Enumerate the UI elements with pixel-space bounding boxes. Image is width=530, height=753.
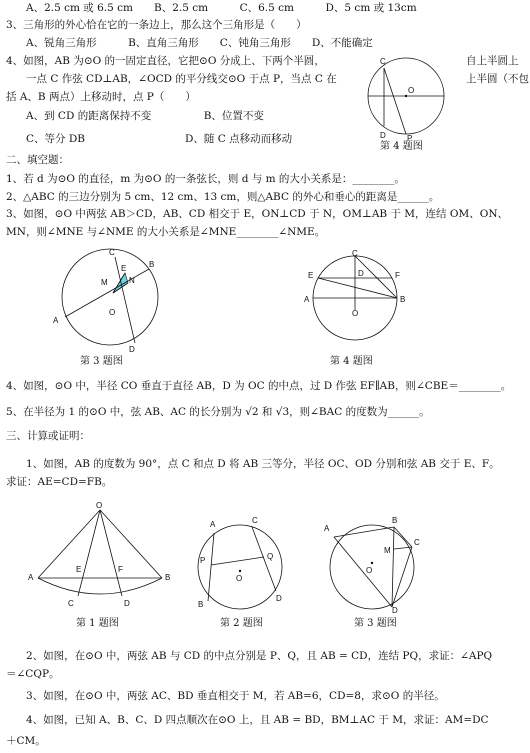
label-B: B bbox=[198, 600, 204, 609]
figure-caption-proof-1: 第 1 题图 bbox=[76, 618, 119, 629]
fill-question-5: 5、在半径为 1 的⊙O 中，弦 AB、AC 的长分别为 √2 和 √3，则∠BAC 的度数为______。 bbox=[6, 406, 430, 418]
proof-2-line2: ＝∠CQP。 bbox=[6, 668, 60, 680]
question-4-option-d: D、随 C 点移动而移动 bbox=[185, 133, 293, 145]
fill-question-3-line2: MN，则∠MNE 与∠NME 的大小关系是∠MNE________∠NME。 bbox=[6, 226, 326, 238]
figure-caption-proof-3: 第 3 题图 bbox=[354, 618, 397, 629]
label-O: O bbox=[96, 501, 103, 510]
label-D: D bbox=[358, 269, 364, 278]
label-N: N bbox=[129, 276, 135, 285]
fill-question-1: 1、若 d 为⊙O 的直径，m 为⊙O 的一条弦长，则 d 与 m 的大小关系是：________。 bbox=[6, 173, 405, 185]
label-B: B bbox=[149, 260, 155, 269]
question-4-line2-right: 上半圆（不包 bbox=[466, 73, 529, 85]
figure-proof-2 bbox=[190, 515, 300, 613]
label-A: A bbox=[53, 316, 59, 325]
figure-fill-3 bbox=[45, 245, 175, 353]
question-3: 3、三角形的外心恰在它的一条边上，那么这个三角形是（ ） bbox=[6, 19, 307, 31]
label-P: P bbox=[407, 134, 413, 142]
label-A: A bbox=[28, 573, 34, 582]
figure-caption-fill-4: 第 4 题图 bbox=[330, 356, 373, 367]
label-O: O bbox=[366, 566, 373, 575]
proof-2-line1: 2、如图，在⊙O 中，两弦 AB 与 CD 的中点分别是 P、Q，且 AB = CD，连结 PQ，求证：∠APQ bbox=[26, 650, 493, 662]
label-C: C bbox=[380, 57, 386, 66]
figure-caption-proof-2: 第 2 题图 bbox=[220, 618, 263, 629]
section-3-heading: 三、计算或证明： bbox=[6, 430, 90, 442]
proof-3: 3、如图，在⊙O 中，两弦 AC、BD 垂直相交于 M，若 AB=6，CD=8，求⊙O 的半径。 bbox=[26, 690, 445, 702]
label-M: M bbox=[101, 278, 108, 287]
label-E: E bbox=[121, 264, 127, 273]
figure-caption-fill-3: 第 3 题图 bbox=[80, 356, 123, 367]
label-F: F bbox=[395, 271, 400, 280]
figure-proof-3 bbox=[318, 515, 428, 613]
figure-proof-1 bbox=[20, 500, 180, 612]
label-O: O bbox=[408, 86, 415, 95]
label-C: C bbox=[68, 599, 74, 608]
label-A: A bbox=[304, 295, 310, 304]
figure-fill-4 bbox=[300, 250, 420, 350]
label-C: C bbox=[414, 538, 420, 547]
label-Q: Q bbox=[267, 552, 274, 561]
label-E: E bbox=[76, 565, 82, 574]
label-D: D bbox=[392, 606, 398, 613]
label-A: A bbox=[324, 524, 330, 533]
label-B: B bbox=[400, 295, 406, 304]
question-4-line1-right: 自上半圆上 bbox=[466, 55, 519, 67]
label-O: O bbox=[352, 309, 359, 318]
proof-4-line1: 4、如图，已知 A、B、C、D 四点顺次在⊙O 上，且 AB = BD，BM⊥AC 于 M，求证：AM=DC bbox=[26, 714, 489, 726]
fill-question-4: 4、如图，⊙O 中，半径 CO 垂直于直径 AB，D 为 OC 的中点，过 D 作弦 EF∥AB，则∠CBE＝________。 bbox=[6, 380, 512, 392]
label-C: C bbox=[109, 248, 115, 257]
label-P: P bbox=[200, 556, 206, 565]
label-E: E bbox=[308, 271, 314, 280]
question-4-line1: 4、如图，AB 为⊙O 的一固定直径，它把⊙O 分成上、下两个半圆， bbox=[6, 55, 325, 67]
label-C: C bbox=[252, 516, 258, 525]
proof-1-line1: 1、如图，AB 的度数为 90°，点 C 和点 D 将 AB 三等分，半径 OC、OD 分别和弦 AB 交于 E、F。 bbox=[26, 458, 500, 470]
label-B: B bbox=[392, 516, 398, 525]
choice-q2-options: A、2.5 cm 或 6.5 cm B、2.5 cm C、6.5 cm D、5 cm 或 13cm bbox=[26, 2, 417, 14]
label-D: D bbox=[124, 599, 130, 608]
question-4-line2: 一点 C 作弦 CD⊥AB，∠OCD 的平分线交⊙O 于点 P，当点 C 在 bbox=[26, 73, 337, 85]
section-2-heading: 二、填空题： bbox=[6, 154, 69, 166]
fill-question-3-line1: 3、如图，⊙O 中两弦 AB＞CD，AB、CD 相交于 E，ON⊥CD 于 N，OM⊥AB 于 M，连结 OM、ON、 bbox=[6, 208, 509, 220]
label-D: D bbox=[276, 594, 282, 603]
label-D: D bbox=[380, 131, 386, 140]
proof-1-line2: 求证：AE=CD=FB。 bbox=[6, 476, 113, 488]
label-B: B bbox=[165, 573, 171, 582]
figure-caption-q4-top: 第 4 题图 bbox=[380, 141, 423, 152]
label-M: M bbox=[384, 546, 391, 555]
label-O: O bbox=[236, 574, 243, 583]
label-C: C bbox=[352, 250, 358, 258]
label-D: D bbox=[129, 345, 135, 353]
figure-q4-circle bbox=[360, 50, 460, 142]
question-4-line3: 括 A、B 两点）上移动时，点 P（ ） bbox=[6, 91, 196, 103]
question-4-option-c: C、等分 DB bbox=[26, 133, 86, 145]
proof-4-line2: ＋CM。 bbox=[6, 735, 46, 747]
label-A: A bbox=[210, 520, 216, 529]
question-3-options: A、锐角三角形 B、直角三角形 C、钝角三角形 D、不能确定 bbox=[26, 37, 373, 49]
question-4-options-ab: A、到 CD 的距离保持不变 B、位置不变 bbox=[26, 110, 264, 122]
label-F: F bbox=[118, 565, 123, 574]
fill-question-2: 2、△ABC 的三边分别为 5 cm、12 cm、13 cm，则△ABC 的外心和垂心的距离是______。 bbox=[6, 191, 440, 203]
label-O: O bbox=[109, 308, 116, 317]
